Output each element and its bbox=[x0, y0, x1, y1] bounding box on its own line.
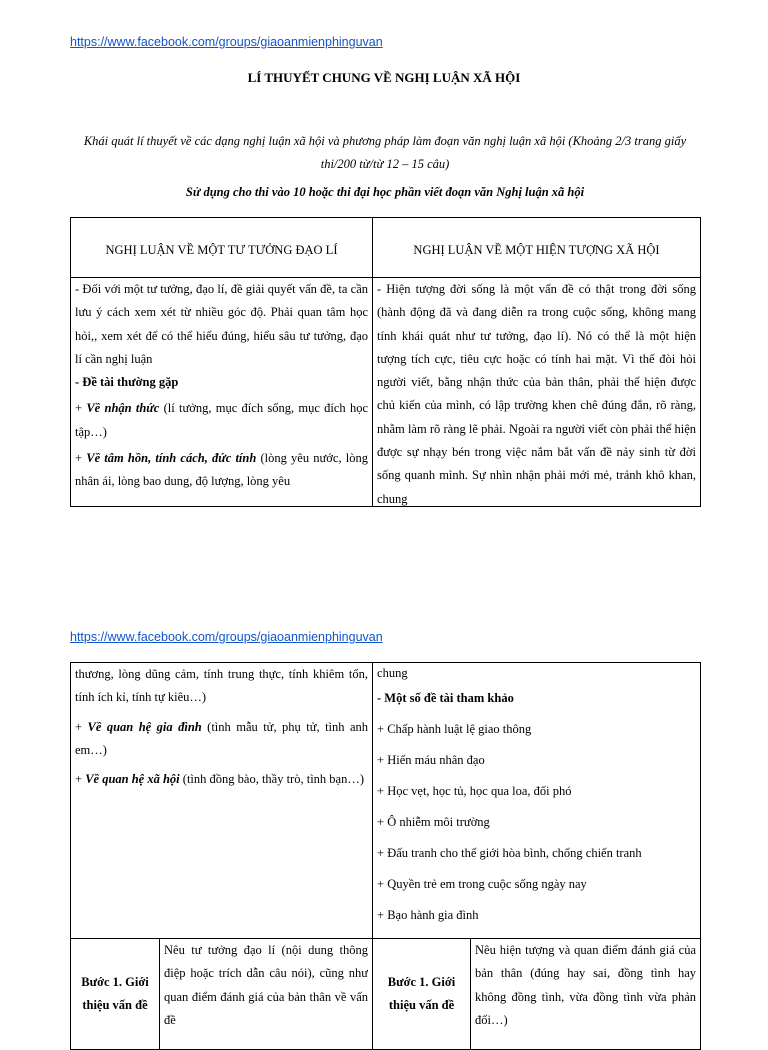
step1-text-right: Nêu hiện tượng và quan điểm đánh giá của bản thân (đúng hay sai, đồng tình hay không đồng tình, vừa đồng tình vừa phản đối…) bbox=[475, 943, 697, 1027]
step1-text-left: Nêu tư tưởng đạo lí (nội dung thông điệp hoặc trích dẫn câu nói), cũng như quan điểm đánh giá của bản thân về vấn đề bbox=[164, 943, 369, 1027]
reference-topic-item: + Học vẹt, học tủ, học qua loa, đối phó bbox=[377, 784, 572, 798]
intro-paragraph: Khái quát lí thuyết về các dạng nghị luận xã hội và phương pháp làm đoạn văn nghị luận xã hội (Khoảng 2/3 trang giấy thi/200 từ/từ 12 – 15 câu) bbox=[83, 134, 687, 171]
reference-topic-item: + Bạo hành gia đình bbox=[377, 908, 479, 922]
comparison-table-page2 bbox=[70, 662, 701, 1050]
right-continued-text: chung bbox=[377, 666, 408, 680]
reference-topic-item: + Đấu tranh cho thế giới hòa bình, chống chiến tranh bbox=[377, 846, 642, 860]
reference-topic-item: + Quyền trẻ em trong cuộc sống ngày nay bbox=[377, 877, 587, 891]
usage-note: Sử dụng cho thi vào 10 hoặc thi đại học phần viết đoạn văn Nghị luận xã hội bbox=[185, 185, 585, 199]
topic-family: + Về quan hệ gia đình (tình mẫu tử, phụ tử, tình anh em…) bbox=[75, 719, 369, 757]
step1-label-right: Bước 1. Giới thiệu vấn đề bbox=[373, 939, 471, 1050]
left-intro-text: - Đối với một tư tưởng, đạo lí, đề giải quyết vấn đề, ta cần lưu ý cách xem xét từ nhiều góc độ. Phải quan tâm học hỏi,, xem xét để có thể hiểu đúng, hiểu sâu tư tưởng, đạo lí cần nghị luận bbox=[75, 282, 368, 366]
topics-heading: - Đề tài thường gặp bbox=[75, 375, 179, 390]
topic-society: + Về quan hệ xã hội (tình đồng bào, thầy trò, tình bạn…) bbox=[75, 772, 365, 787]
right-content-cell bbox=[373, 278, 701, 507]
reference-topic-item: + Chấp hành luật lệ giao thông bbox=[377, 722, 532, 736]
left-content-cell bbox=[71, 278, 373, 507]
right-continued-cell bbox=[373, 663, 701, 939]
comparison-table-page1 bbox=[70, 217, 701, 507]
step1-text-right-cell bbox=[471, 939, 701, 1050]
reference-topic-item: + Hiến máu nhân đạo bbox=[377, 753, 485, 767]
left-continued-text: thương, lòng dũng cảm, tính trung thực, tính khiêm tốn, tính ích kỉ, tính tự kiêu…) bbox=[75, 667, 369, 705]
topic-character: + Về tâm hồn, tính cách, đức tính (lòng yêu nước, lòng nhân ái, lòng bao dung, độ lượng, lòng yêu bbox=[75, 451, 368, 489]
step1-text-left-cell bbox=[160, 939, 373, 1050]
left-continued-cell bbox=[71, 663, 373, 939]
facebook-group-link-2[interactable]: https://www.facebook.com/groups/giaoanmienphinguvan bbox=[70, 630, 383, 644]
reference-topics-heading: - Một số đề tài tham khảo bbox=[377, 691, 514, 705]
facebook-group-link[interactable]: https://www.facebook.com/groups/giaoanmienphinguvan bbox=[70, 35, 383, 49]
reference-topic-item: + Ô nhiễm môi trường bbox=[377, 815, 490, 829]
step1-label-left: Bước 1. Giới thiệu vấn đề bbox=[71, 939, 160, 1050]
header-social-phenomenon: NGHỊ LUẬN VỀ MỘT HIỆN TƯỢNG XÃ HỘI bbox=[373, 218, 701, 278]
header-thought-morality: NGHỊ LUẬN VỀ MỘT TƯ TƯỞNG ĐẠO LÍ bbox=[71, 218, 373, 278]
topic-cognition: + Về nhận thức (lí tưởng, mục đích sống, mục đích học tập…) bbox=[75, 401, 368, 439]
document-title: LÍ THUYẾT CHUNG VỀ NGHỊ LUẬN XÃ HỘI bbox=[247, 70, 521, 85]
right-intro-text: - Hiện tượng đời sống là một vấn đề có thật trong đời sống (hành động đã và đang diễn ra trong cuộc sống, không mang tính khái quát như tư tưởng, đạo lí). Nó có thể là một hiện tượng tích cực, tiêu cực hoặc có tính hai mặt. Vì thế đòi hỏi người viết, bằng nhận thức của bản thân, phải thể hiện được chủ kiến của mình, có lập trường khen chê đúng đắn, rõ ràng, nhằm làm rõ ràng lẽ phải. Ngoài ra người viết còn phải thể hiện được sự nhạy bén trong việc nắm bắt vấn đề nảy sinh từ đời sống quanh mình. Sự nhìn nhận phải mới mẻ, tránh khô khan, chung bbox=[377, 282, 696, 506]
